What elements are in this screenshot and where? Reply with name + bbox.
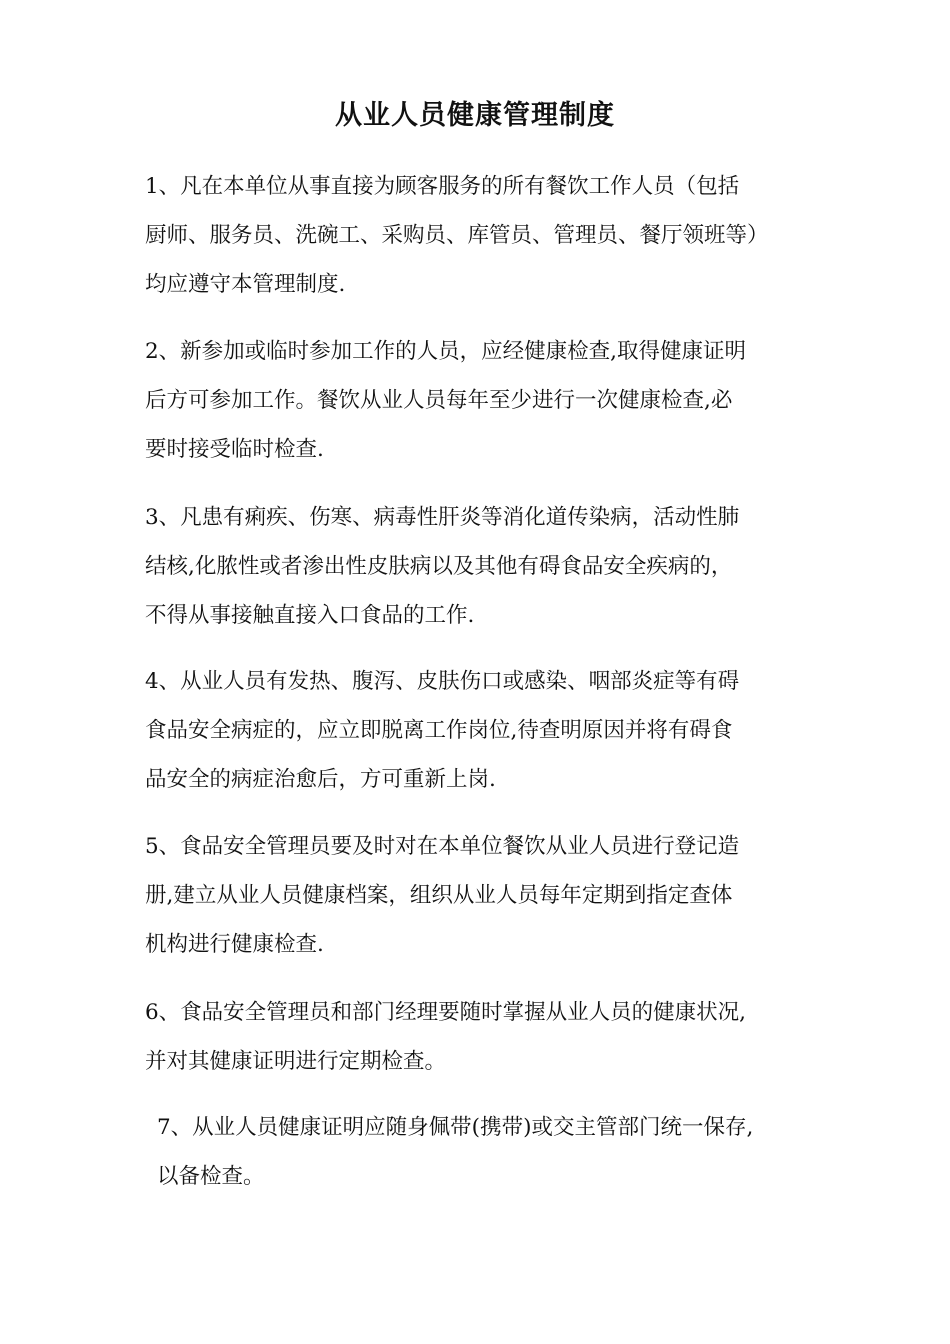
paragraph-7 xyxy=(145,1103,825,1201)
paragraph-line: 食品安全病症的，应立即脱离工作岗位,待查明原因并将有碍食 xyxy=(145,718,733,743)
paragraph-line: 均应遵守本管理制度. xyxy=(145,272,346,297)
paragraph-line: 6、食品安全管理员和部门经理要随时掌握从业人员的健康状况, xyxy=(145,1000,747,1025)
paragraph-3 xyxy=(145,493,825,640)
paragraph-line: 后方可参加工作。餐饮从业人员每年至少进行一次健康检查,必 xyxy=(145,388,733,413)
paragraph-line: 以备检查。 xyxy=(157,1164,265,1189)
paragraph-line: 册,建立从业人员健康档案，组织从业人员每年定期到指定查体 xyxy=(145,883,733,908)
paragraph-line: 结核,化脓性或者渗出性皮肤病以及其他有碍食品安全疾病的， xyxy=(145,554,733,579)
paragraph-2 xyxy=(145,327,825,474)
paragraph-line: 厨师、服务员、洗碗工、采购员、库管员、管理员、餐厅领班等） xyxy=(145,223,769,248)
paragraph-line: 5、食品安全管理员要及时对在本单位餐饮从业人员进行登记造 xyxy=(145,834,740,859)
paragraph-line: 4、从业人员有发热、腹泻、皮肤伤口或感染、咽部炎症等有碍 xyxy=(145,669,740,694)
document-title: 从业人员健康管理制度 xyxy=(335,100,615,131)
paragraph-4 xyxy=(145,657,825,804)
paragraph-line: 机构进行健康检查. xyxy=(145,932,324,957)
paragraph-1 xyxy=(145,162,825,309)
paragraph-line: 品安全的病症治愈后，方可重新上岗. xyxy=(145,767,496,792)
paragraph-line: 并对其健康证明进行定期检查。 xyxy=(145,1049,447,1074)
paragraph-line: 7、从业人员健康证明应随身佩带(携带)或交主管部门统一保存, xyxy=(157,1115,754,1140)
paragraph-line: 1、凡在本单位从事直接为顾客服务的所有餐饮工作人员（包括 xyxy=(145,174,740,199)
paragraph-6 xyxy=(145,988,825,1086)
paragraph-line: 2、新参加或临时参加工作的人员，应经健康检查,取得健康证明 xyxy=(145,339,747,364)
paragraph-5 xyxy=(145,822,825,969)
paragraph-line: 不得从事接触直接入口食品的工作. xyxy=(145,603,475,628)
paragraph-line: 要时接受临时检查. xyxy=(145,437,324,462)
paragraph-line: 3、凡患有痢疾、伤寒、病毒性肝炎等消化道传染病，活动性肺 xyxy=(145,505,740,530)
